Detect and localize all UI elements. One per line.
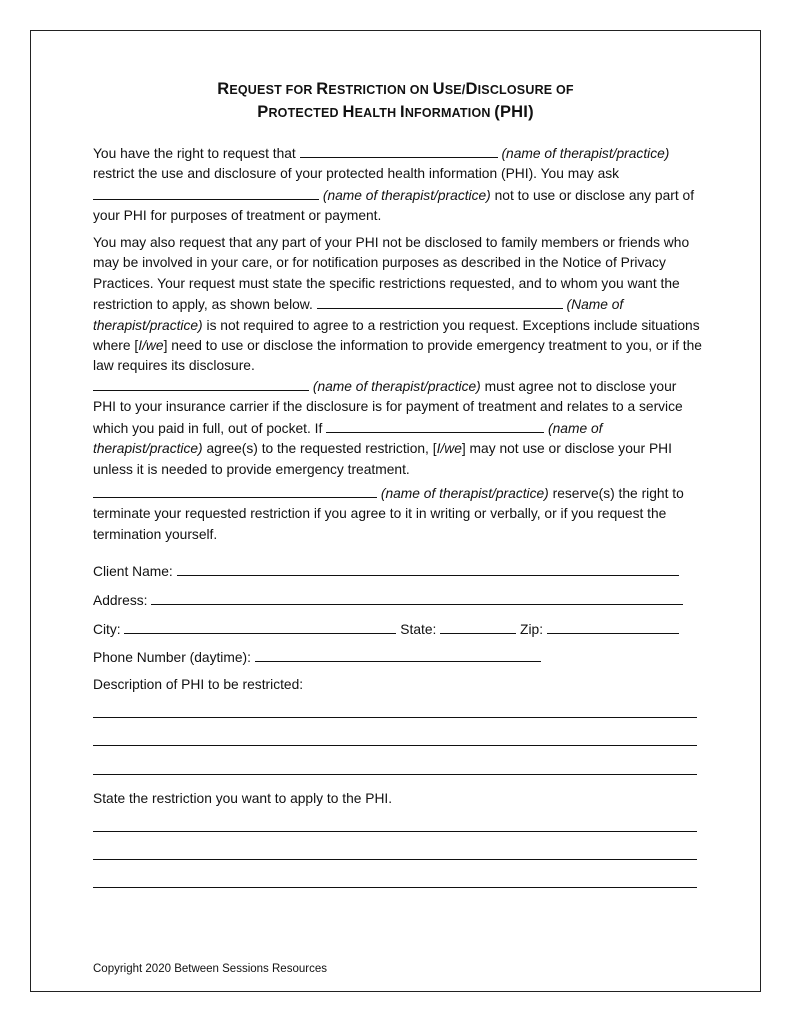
therapist-name-blank[interactable] (326, 418, 544, 433)
therapist-name-blank[interactable] (93, 376, 309, 391)
state-label: State: (400, 622, 437, 637)
address-field[interactable] (151, 590, 683, 605)
description-line[interactable] (93, 774, 697, 775)
phone-label: Phone Number (daytime): (93, 650, 251, 665)
state-field[interactable] (440, 619, 516, 634)
client-name-label: Client Name: (93, 564, 173, 579)
therapist-name-blank[interactable] (300, 143, 498, 158)
therapist-name-blank[interactable] (317, 294, 563, 309)
paragraph-right-to-request: You have the right to request that (name of therapist/practice) restrict the use and disclosure of your protected health information (PHI). You may ask (name of therapist/practice) not to use or disclose any part of your PHI for purposes of treatment or payment. (93, 143, 703, 227)
copyright-text: Copyright 2020 Between Sessions Resources (93, 963, 327, 975)
description-label: Description of PHI to be restricted: (93, 677, 304, 692)
zip-field[interactable] (547, 619, 679, 634)
paragraph-insurance: (name of therapist/practice) must agree not to disclose your PHI to your insurance carrier if the disclosure is for payment of treatment and relates to a service which you paid in full, out of pocket. If (name of therapist/practice) agree(s) to the requested restriction, [I/we] may not use or disclose your PHI unless it is needed to provide emergency treatment. (93, 376, 703, 480)
description-line[interactable] (93, 717, 697, 718)
address-row (93, 590, 683, 610)
phone-field[interactable] (255, 647, 541, 662)
form-title-line-1: REQUEST FOR RESTRICTION ON USE/DISCLOSURE OF (217, 80, 574, 98)
phone-row (93, 647, 541, 667)
address-label: Address: (93, 593, 148, 608)
restriction-line[interactable] (93, 887, 697, 888)
description-line[interactable] (93, 745, 697, 746)
restriction-label: State the restriction you want to apply to the PHI. (93, 791, 393, 806)
therapist-name-blank[interactable] (93, 483, 377, 498)
client-name-row (93, 561, 679, 581)
restriction-line[interactable] (93, 831, 697, 832)
therapist-name-blank[interactable] (93, 185, 319, 200)
form-title-line-2: PROTECTED HEALTH INFORMATION (PHI) (257, 103, 534, 121)
city-label: City: (93, 622, 121, 637)
zip-label: Zip: (520, 622, 544, 637)
city-field[interactable] (124, 619, 396, 634)
city-state-zip-row (93, 619, 679, 639)
paragraph-family-disclosure: You may also request that any part of your PHI not be disclosed to family members or friends who may be involved in your care, or for notification purposes as described in the Notice of Privacy Practices. Your request must state the specific restrictions requested, and to whom you want the restriction to apply, as shown below. (Name of therapist/practice) is not required to agree to a restriction you request. Exceptions include situations where [I/we] need to use or disclose the information to provide emergency treatment to you, or if the law requires its disclosure. (93, 235, 702, 374)
restriction-line[interactable] (93, 859, 697, 860)
paragraph-terminate: (name of therapist/practice) reserve(s) the right to terminate your requested restriction if you agree to it in writing or verbally, or if you request the termination yourself. (93, 483, 703, 545)
client-name-field[interactable] (177, 561, 679, 576)
